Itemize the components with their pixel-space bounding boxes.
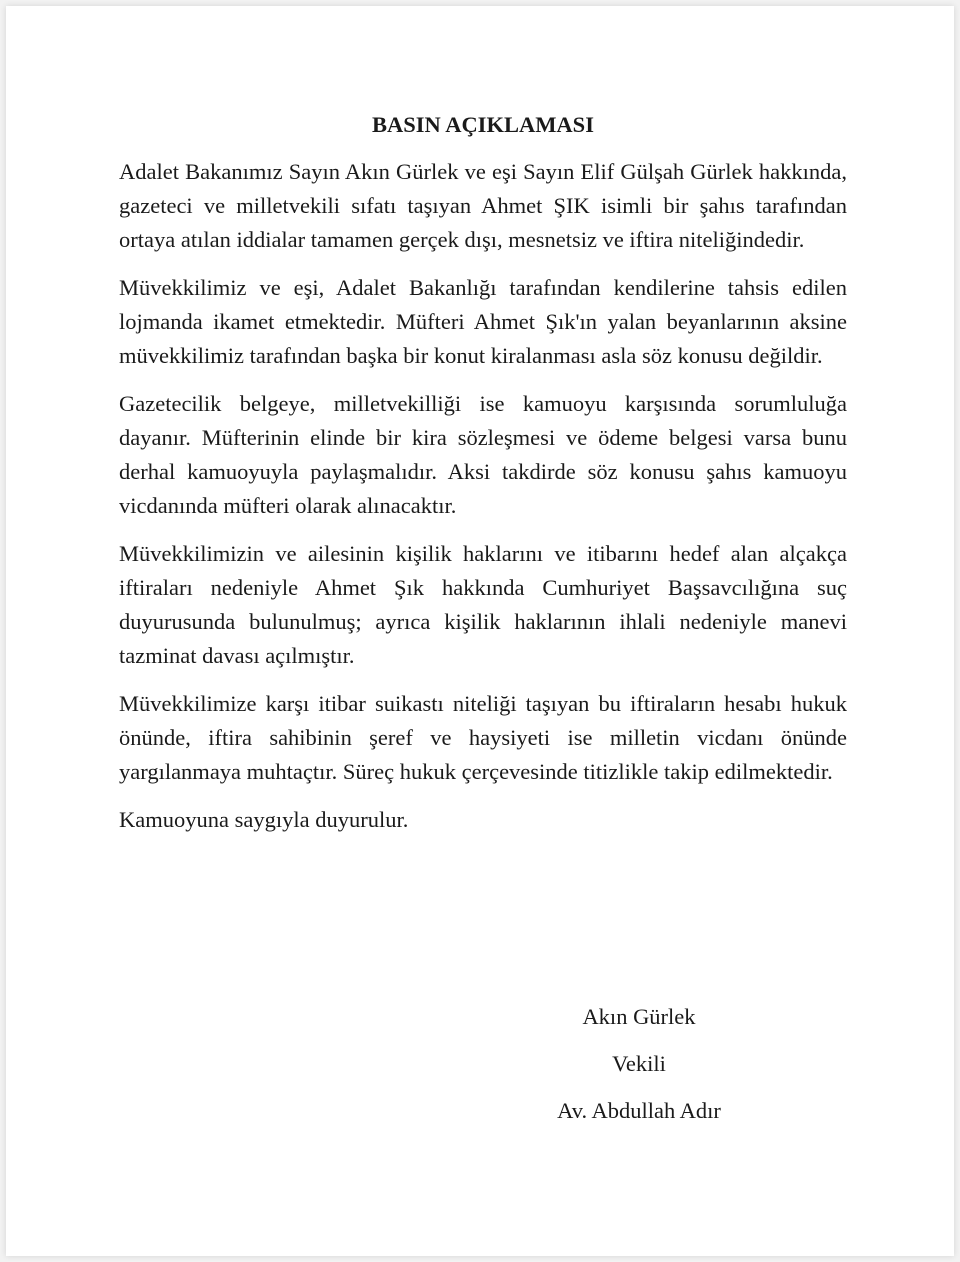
signature-name: Akın Gürlek	[582, 1004, 696, 1029]
signature-attorney: Av. Abdullah Adır	[557, 1098, 721, 1123]
closing-line: Kamuoyuna saygıyla duyurulur.	[119, 807, 409, 832]
document-title: BASIN AÇIKLAMASI	[372, 112, 594, 137]
document-body	[119, 108, 847, 851]
paragraph-5: Müvekkilimize karşı itibar suikastı niteliği taşıyan bu iftiraların hesabı hukuk önünde, iftira sahibinin şeref ve haysiyeti ise milletin vicdanı önünde yargılanmaya muhtaçtır. Süreç hukuk çerçevesinde titizlikle takip edilmektedir.	[119, 691, 847, 784]
paragraph-4: Müvekkilimizin ve ailesinin kişilik haklarını ve itibarını hedef alan alçakça iftiraları nedeniyle Ahmet Şık hakkında Cumhuriyet Başsavcılığına suç duyurusunda bulunulmuş; ayrıca kişilik haklarının ihlali nedeniyle manevi tazminat davası açılmıştır.	[119, 541, 847, 668]
paragraph-2: Müvekkilimiz ve eşi, Adalet Bakanlığı tarafından kendilerine tahsis edilen lojmanda ikamet etmektedir. Müfteri Ahmet Şık'ın yalan beyanlarının aksine müvekkilimiz tarafından başka bir konut kiralanması asla söz konusu değildir.	[119, 275, 847, 368]
document-page	[6, 6, 954, 1256]
paragraph-1: Adalet Bakanımız Sayın Akın Gürlek ve eşi Sayın Elif Gülşah Gürlek hakkında, gazeteci ve milletvekili sıfatı taşıyan Ahmet ŞIK isimli bir şahıs tarafından ortaya atılan iddialar tamamen gerçek dışı, mesnetsiz ve iftira niteliğindedir.	[119, 159, 847, 252]
paragraph-3: Gazetecilik belgeye, milletvekilliği ise kamuoyu karşısında sorumluluğa dayanır. Müfterinin elinde bir kira sözleşmesi ve ödeme belgesi varsa bunu derhal kamuoyuyla paylaşmalıdır. Aksi takdirde söz konusu şahıs kamuoyu vicdanında müfteri olarak alınacaktır.	[119, 391, 847, 518]
signature-role: Vekili	[612, 1051, 666, 1076]
